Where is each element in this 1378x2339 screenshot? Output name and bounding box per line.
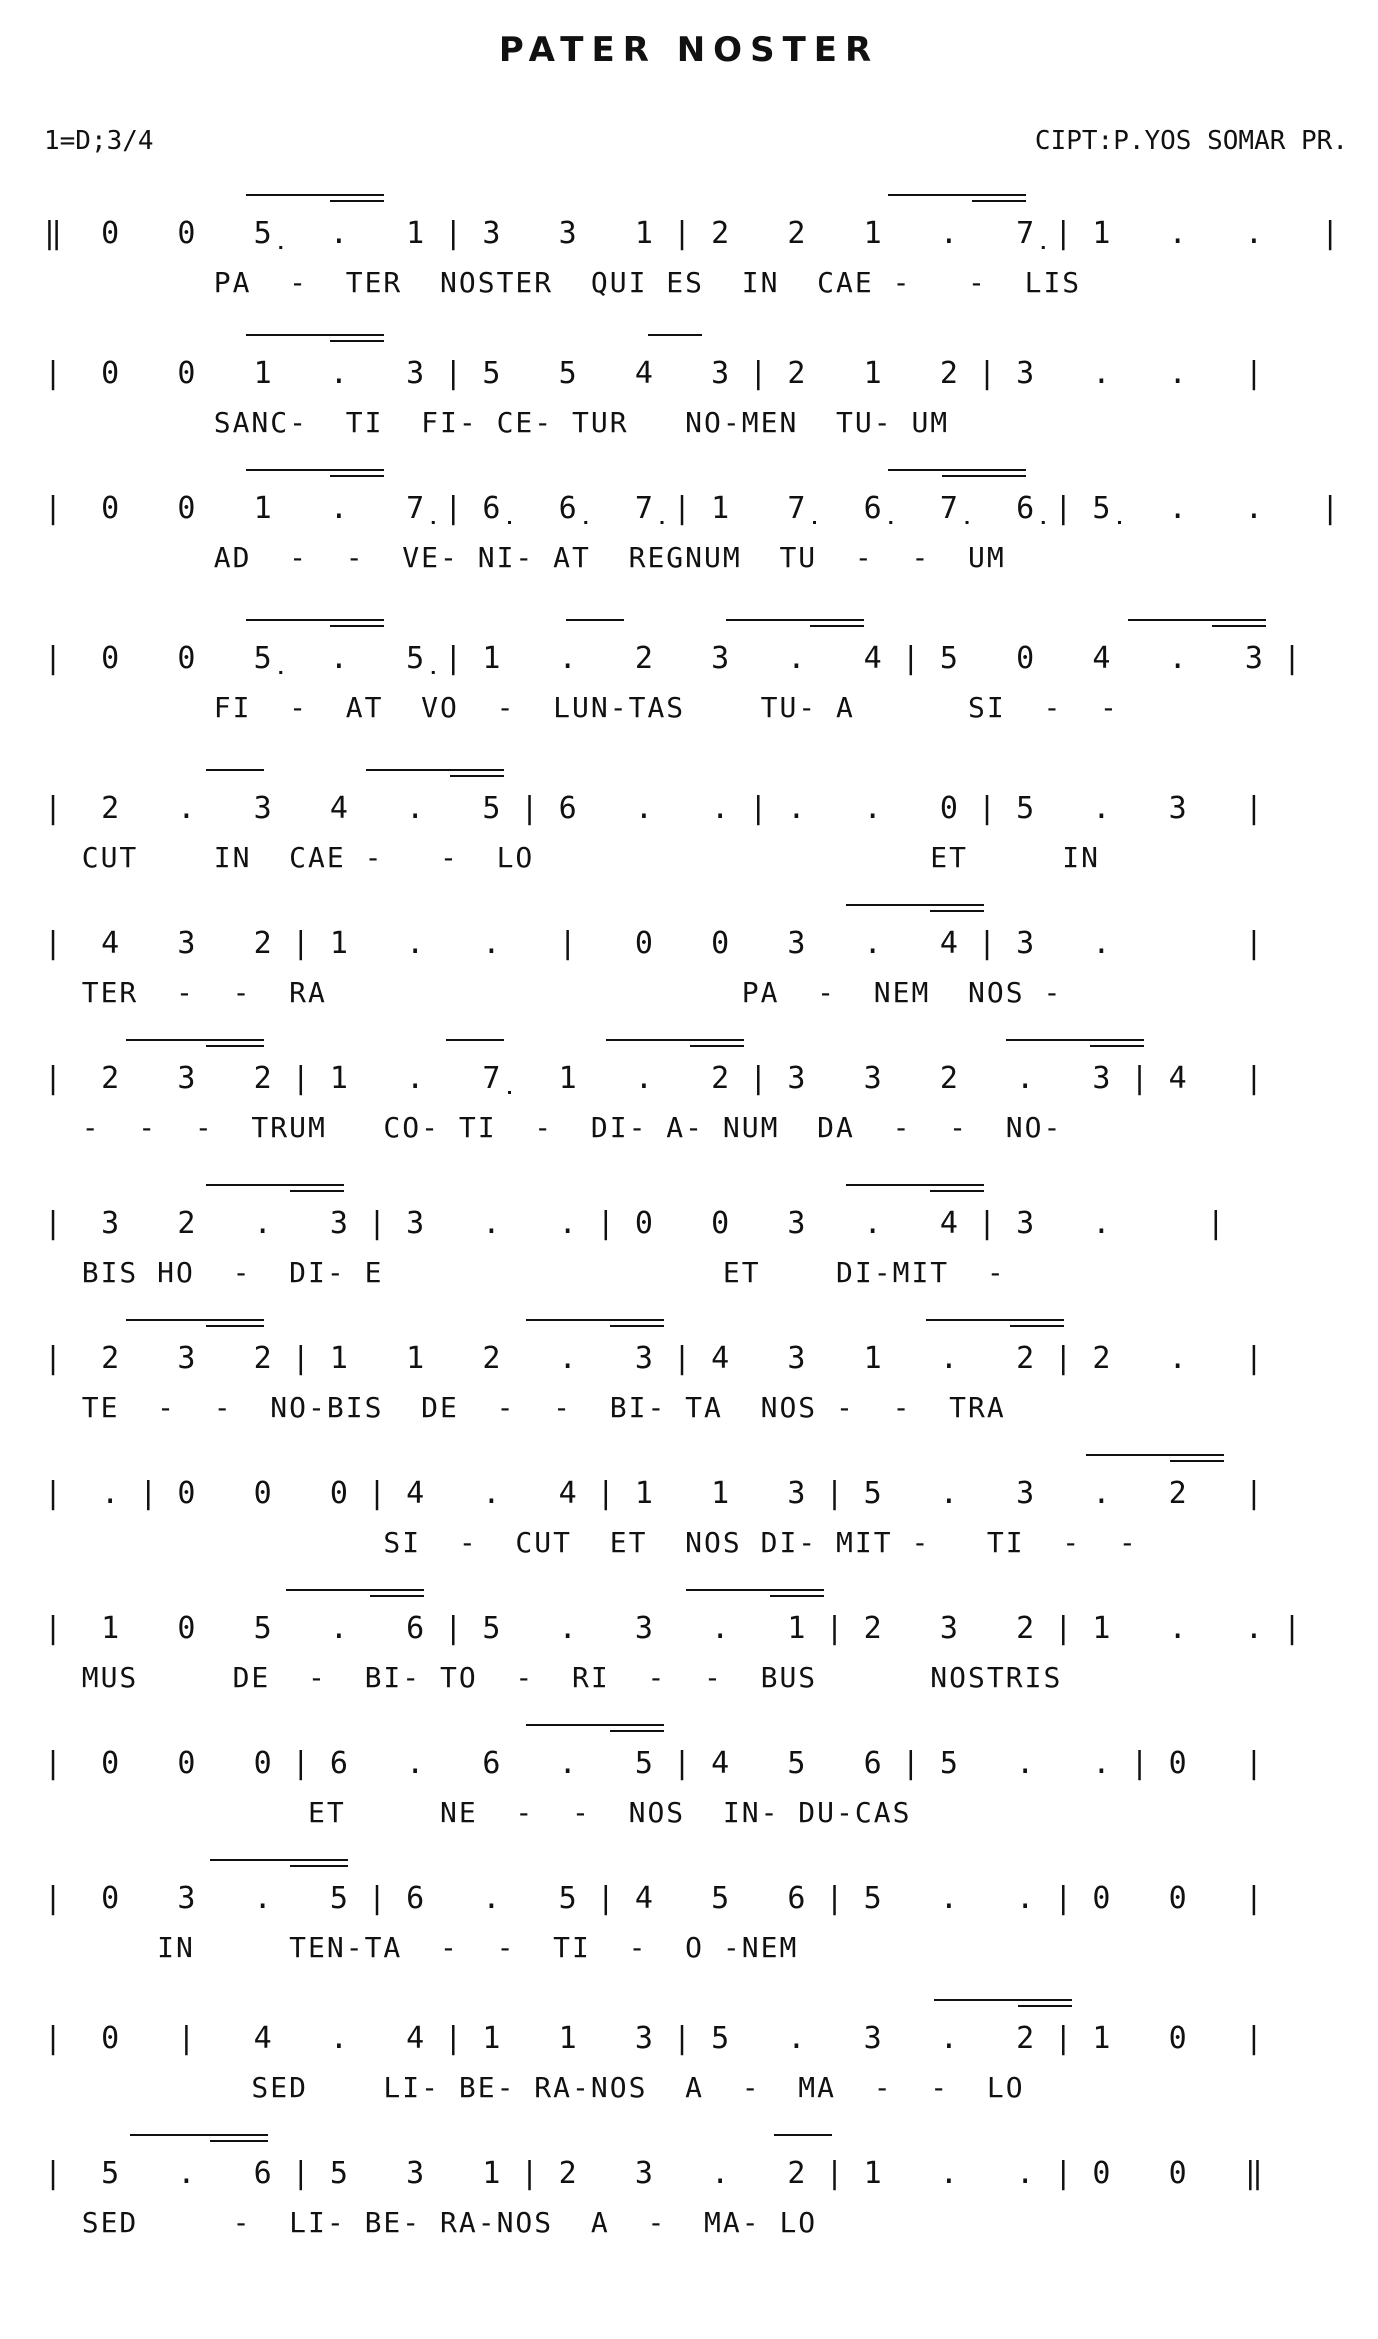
notation-line: | 2 . 3 4 . 5 | 6 . . | . . 0 | 5 . 3 | [44,791,1264,826]
system-10 [0,1440,1378,1570]
system-13 [0,1845,1378,1975]
notation-line: | 0 | 4 . 4 | 1 1 3 | 5 . 3 . 2 | 1 0 | [44,2021,1264,2056]
system-11 [0,1575,1378,1705]
lyric-line: SANC- TI FI- CE- TUR NO-MEN TU- UM [44,406,950,439]
lyric-line: ET NE - - NOS IN- DU-CAS [44,1796,912,1829]
system-2 [0,320,1378,450]
lyric-line: IN TEN-TA - - TI - O -NEM [44,1931,799,1964]
notation-line: | 0 0 0 | 6 . 6 . 5 | 4 5 6 | 5 . . | 0 | [44,1746,1264,1781]
lyric-line: PA - TER NOSTER QUI ES IN CAE - - LIS [44,266,1082,299]
lyric-line: MUS DE - BI- TO - RI - - BUS NOSTRIS [44,1661,1063,1694]
lyric-line: AD - - VE- NI- AT REGNUM TU - - UM [44,541,1006,574]
notation-line: | 2 3 2 | 1 . 7̣ 1 . 2 | 3 3 2 . 3 | 4 | [44,1061,1264,1096]
lyric-line: FI - AT VO - LUN-TAS TU- A SI - - [44,691,1119,724]
lyric-line: - - - TRUM CO- TI - DI- A- NUM DA - - NO- [44,1111,1063,1144]
lyric-line: TE - - NO-BIS DE - - BI- TA NOS - - TRA [44,1391,1006,1424]
notation-line: | 4 3 2 | 1 . . | 0 0 3 . 4 | 3 . | [44,926,1264,961]
lyric-line: CUT IN CAE - - LO ET IN [44,841,1101,874]
notation-line: ‖ 0 0 5̣ . 1 | 3 3 1 | 2 2 1 . 7̣ | 1 . . | [44,216,1341,251]
lyric-line: BIS HO - DI- E ET DI-MIT - [44,1256,1006,1289]
system-14 [0,1985,1378,2115]
notation-line: | 5 . 6 | 5 3 1 | 2 3 . 2 | 1 . . | 0 0 ‖ [44,2156,1264,2191]
system-7 [0,1025,1378,1155]
system-8 [0,1170,1378,1300]
system-9 [0,1305,1378,1435]
notation-line: | 0 0 1 . 3 | 5 5 4 3 | 2 1 2 | 3 . . | [44,356,1264,391]
system-4 [0,605,1378,735]
lyric-line: SED LI- BE- RA-NOS A - MA - - LO [44,2071,1025,2104]
notation-line: | 0 3 . 5 | 6 . 5 | 4 5 6 | 5 . . | 0 0 | [44,1881,1264,1916]
system-1 [0,180,1378,310]
lyric-line: TER - - RA PA - NEM NOS - [44,976,1063,1009]
notation-line: | 2 3 2 | 1 1 2 . 3 | 4 3 1 . 2 | 2 . | [44,1341,1264,1376]
lyric-line: SI - CUT ET NOS DI- MIT - TI - - [44,1526,1138,1559]
lyric-line: SED - LI- BE- RA-NOS A - MA- LO [44,2206,818,2239]
notation-line: | 3 2 . 3 | 3 . . | 0 0 3 . 4 | 3 . | [44,1206,1226,1241]
system-15 [0,2120,1378,2250]
system-3 [0,455,1378,585]
system-6 [0,890,1378,1020]
system-12 [0,1710,1378,1840]
notation-line: | 0 0 5̣ . 5̣ | 1 . 2 3 . 4 | 5 0 4 . 3 | [44,641,1303,676]
system-5 [0,755,1378,885]
score-title: PATER NOSTER [498,30,880,70]
notation-line: | 1 0 5 . 6 | 5 . 3 . 1 | 2 3 2 | 1 . . | [44,1611,1303,1646]
notation-line: | 0 0 1 . 7̣ | 6̣ 6̣ 7̣ | 1 7̣ 6̣ 7̣ 6̣ | 5̣ . . | [44,491,1341,526]
composer-credit: CIPT:P.YOS SOMAR PR. [1034,126,1348,156]
key-signature: 1=D;3/4 [44,126,154,156]
notation-line: | . | 0 0 0 | 4 . 4 | 1 1 3 | 5 . 3 . 2 | [44,1476,1264,1511]
